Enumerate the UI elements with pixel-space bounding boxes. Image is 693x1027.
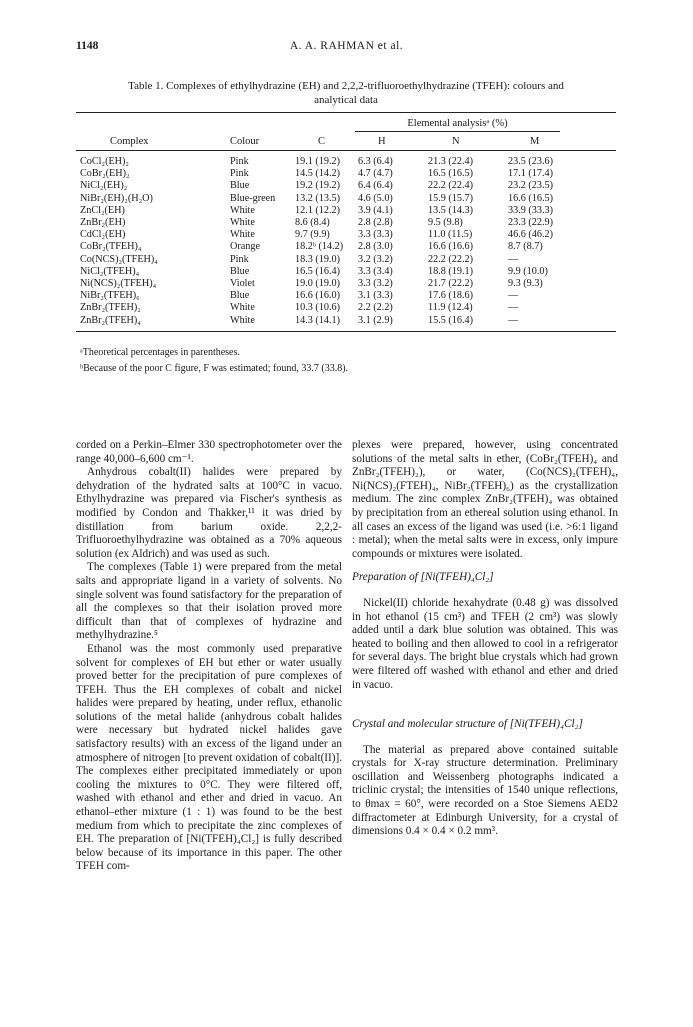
right-paragraph-1: plexes were prepared, however, using concentrated solutions of the metal salts in ether, (CoBr₂(TFEH)₄ and ZnBr₂(TFEH)₂), or water, (Co(NCS)₂(TFEH)₄, Ni(NCS)₂(FTEH)₄, NiBr₂(TFEH)₆) as the crystallization medium. The zinc complex ZnBr₂(TFEH)₄ was obtained by precipitation from an ethereal solution using ethanol. In all cases an excess of the ligand was used (i.e. >6:1 ligand : metal); when the metal salts were in excess, only impure compounds or mixtures were isolated. [352, 439, 618, 560]
table-cell: 3.2 (3.2) [358, 253, 393, 265]
table-cell: 19.2 (19.2) [295, 180, 340, 192]
table-cell: 3.1 (3.3) [358, 290, 393, 302]
column-header: Colour [230, 136, 260, 147]
table-cell: 11.9 (12.4) [428, 302, 473, 314]
table-cell: Violet [230, 278, 255, 289]
table-caption [76, 79, 616, 107]
table-cell: 9.9 (10.0) [508, 265, 548, 277]
table-cell: — [508, 314, 519, 326]
table-bottom-rule [76, 331, 616, 332]
table-cell: 3.9 (4.1) [358, 204, 393, 216]
table-cell: 46.6 (46.2) [508, 229, 553, 241]
table-cell: 11.0 (11.5) [428, 229, 473, 241]
table-cell: White [230, 204, 255, 216]
table-cell: CoBr₂(EH)₂ [80, 168, 130, 180]
table-cell: NiBr₂(EH)₂(H₂O) [80, 192, 153, 204]
table-cell: 18.8 (19.1) [428, 265, 473, 277]
left-column [76, 439, 342, 979]
table-cell: 6.4 (6.4) [358, 180, 393, 192]
table-cell: 15.9 (15.7) [428, 192, 473, 204]
table-cell: ZnBr₂(EH) [80, 217, 126, 228]
column-header: N [452, 136, 460, 147]
table-cell: ZnCl₂(EH) [80, 204, 125, 216]
table-cell: 13.5 (14.3) [428, 204, 473, 216]
table-cell: ZnBr₂(TFEH)₂ [80, 302, 141, 314]
table-cell: 18.3 (19.0) [295, 253, 340, 265]
table-cell: ZnBr₂(TFEH)₄ [80, 314, 141, 326]
section-heading-crystal: Crystal and molecular structure of [Ni(TFEH)₄Cl₂] [352, 718, 583, 731]
table-cell: — [508, 253, 519, 265]
table-cell: 3.3 (3.3) [358, 229, 393, 241]
table-cell: 16.5 (16.4) [295, 265, 340, 277]
table-cell: 12.1 (12.2) [295, 204, 340, 216]
table-caption-line1: Table 1. Complexes of ethylhydrazine (EH) and 2,2,2-trifluoroethylhydrazine (TFEH): colours and [128, 80, 564, 92]
right-paragraph-3: The material as prepared above contained suitable crystals for X-ray structure determination. Preliminary oscillation and Weissenberg photographs indicated a triclinic crystal; the intensities of 1540 unique reflections, to θmax = 60°, were recorded on a Stoe Siemens AED2 diffractometer at Edinburgh University, for a crystal of dimensions 0.4 × 0.4 × 0.2 mm³. [352, 743, 618, 838]
table-cell: NiCl₂(EH)₂ [80, 180, 128, 192]
table-cell: NiCl₂(TFEH)₄ [80, 265, 140, 277]
table-cell: CoCl₂(EH)₂ [80, 156, 129, 167]
column-header: C [318, 136, 326, 147]
table-cell: 10.3 (10.6) [295, 302, 340, 314]
table-cell: 4.6 (5.0) [358, 192, 393, 204]
table-cell: 16.6 (16.0) [295, 290, 340, 302]
table-cell: — [508, 302, 519, 314]
page-number: 1148 [76, 40, 99, 52]
table-top-rule [76, 112, 616, 113]
footnote-b: ᵇBecause of the poor C figure, F was estimated; found, 33.7 (33.8). [80, 363, 349, 374]
table-cell: 2.8 (2.8) [358, 217, 393, 228]
table-cell: 17.6 (18.6) [428, 290, 473, 302]
left-paragraph-4: Ethanol was the most commonly used preparative solvent for complexes of EH but ether or water usually proved better for the precipitation of pure complexes of TFEH. Thus the EH complexes of cobalt and nickel halides were prepared by heating, under reflux, ethanolic solutions of the metal halide (anhydrous cobalt halides were necessary but hydrated nickel halides gave satisfactory results) with an excess of the ligand under an atmosphere of nitrogen [to prevent oxidation of cobalt(II)]. The complexes either precipitated immediately or upon cooling the mixtures to 0°C. They were filtered off, washed with ethanol and ether and dried in vacuo. An ethanol–ether mixture (1 : 1) was found to be the best medium from which to precipitate the zinc complexes of EH. The preparation of [Ni(TFEH)₄Cl₂] is fully described below because of its importance in this paper. The other TFEH com- [76, 642, 342, 873]
table-cell: White [230, 302, 255, 314]
table-cell: 23.2 (23.5) [508, 180, 553, 192]
table-cell: 14.5 (14.2) [295, 168, 340, 180]
table-cell: 23.3 (22.9) [508, 217, 553, 228]
table-cell: 2.8 (3.0) [358, 241, 393, 253]
table-cell: 6.3 (6.4) [358, 156, 393, 167]
table-cell: 13.2 (13.5) [295, 192, 340, 204]
table-cell: — [508, 290, 519, 302]
table-cell: 16.6 (16.5) [508, 192, 553, 204]
table-cell: Pink [230, 156, 249, 167]
footnote-a: ᵃTheoretical percentages in parentheses. [80, 347, 240, 358]
table-cell: CdCl₂(EH) [80, 229, 126, 241]
page-header [0, 40, 693, 56]
table-cell: 8.7 (8.7) [508, 241, 543, 253]
table-cell: 4.7 (4.7) [358, 168, 393, 180]
table-cell: CoBr₂(TFEH)₄ [80, 241, 142, 253]
table-cell: 9.5 (9.8) [428, 217, 463, 228]
table-cell: 14.3 (14.1) [295, 314, 340, 326]
table-cell: 3.3 (3.2) [358, 278, 393, 289]
table-caption-line2: analytical data [314, 94, 378, 106]
table-cell: 9.3 (9.3) [508, 278, 543, 289]
table-cell: Ni(NCS)₂(TFEH)₄ [80, 278, 157, 289]
left-paragraph-2: Anhydrous cobalt(II) halides were prepared by dehydration of the hydrated salts at 100°C in vacuo. Ethylhydrazine was prepared via Fischer's synthesis as modified by Condon and Thakker,¹¹ it was dried by distillation from barium oxide. 2,2,2-Trifluoroethylhydrazine was obtained as a 70% aqueous solution (ex Aldrich) and was used as such. [76, 466, 342, 560]
table-cell: 22.2 (22.4) [428, 180, 473, 192]
table-cell: Pink [230, 168, 249, 180]
table-cell: Orange [230, 241, 260, 253]
header-bottom-rule [76, 150, 616, 151]
table-cell: White [230, 217, 255, 228]
table-cell: 22.2 (22.2) [428, 253, 473, 265]
running-head: A. A. RAHMAN et al. [289, 40, 404, 52]
table-cell: 9.7 (9.9) [295, 229, 330, 241]
table-cell: 17.1 (17.4) [508, 168, 553, 180]
table-cell: White [230, 229, 255, 241]
table-cell: 16.5 (16.5) [428, 168, 473, 180]
table-cell: 16.6 (16.6) [428, 241, 473, 253]
left-paragraph-1: corded on a Perkin–Elmer 330 spectrophotometer over the range 40,000–6,600 cm⁻¹. [76, 439, 342, 465]
table-cell: 23.5 (23.6) [508, 156, 553, 167]
table-cell: 15.5 (16.4) [428, 314, 473, 326]
table-cell: 19.1 (19.2) [295, 156, 340, 167]
column-header: Complex [110, 136, 149, 147]
table-cell: 18.2ᵇ (14.2) [295, 241, 344, 253]
table-cell: 21.3 (22.4) [428, 156, 473, 167]
right-column [352, 439, 618, 979]
table-cell: 8.6 (8.4) [295, 217, 330, 228]
table-cell: Blue [230, 265, 250, 277]
table-cell: Blue [230, 180, 250, 192]
table-cell: 21.7 (22.2) [428, 278, 473, 289]
group-header: Elemental analysisᵃ (%) [407, 118, 508, 129]
left-paragraph-3: The complexes (Table 1) were prepared from the metal salts and appropriate ligand in a variety of solvents. No single solvent was found satisfactory for the preparation of all the complexes so that their isolation proved more difficult than that of complexes of hydrazine and methylhydrazine.⁵ [76, 561, 342, 642]
table-cell: Pink [230, 253, 249, 265]
section-heading-preparation: Preparation of [Ni(TFEH)₄Cl₂] [352, 571, 494, 584]
right-paragraph-2: Nickel(II) chloride hexahydrate (0.48 g) was dissolved in hot ethanol (15 cm³) and TFEH (2 cm³) was slowly added until a dark blue solution was obtained. This was heated to boiling and then allowed to cool in a refrigerator for several days. The bright blue crystals which had grown were filtered off washed with ethanol and ether and dried in vacuo. [352, 596, 618, 691]
table-cell: 3.3 (3.4) [358, 265, 393, 277]
table-cell: 3.1 (2.9) [358, 314, 393, 326]
table-cell: Blue-green [230, 192, 276, 204]
table-cell: Co(NCS)₂(TFEH)₄ [80, 253, 158, 265]
column-header: H [378, 136, 386, 147]
group-header-rule [355, 131, 560, 132]
table-cell: 33.9 (33.3) [508, 204, 553, 216]
table-cell: NiBr₂(TFEH)₆ [80, 290, 140, 302]
table-cell: White [230, 314, 255, 326]
table-cell: Blue [230, 290, 250, 302]
table-cell: 19.0 (19.0) [295, 278, 340, 289]
column-header: M [530, 136, 540, 147]
table-cell: 2.2 (2.2) [358, 302, 393, 314]
